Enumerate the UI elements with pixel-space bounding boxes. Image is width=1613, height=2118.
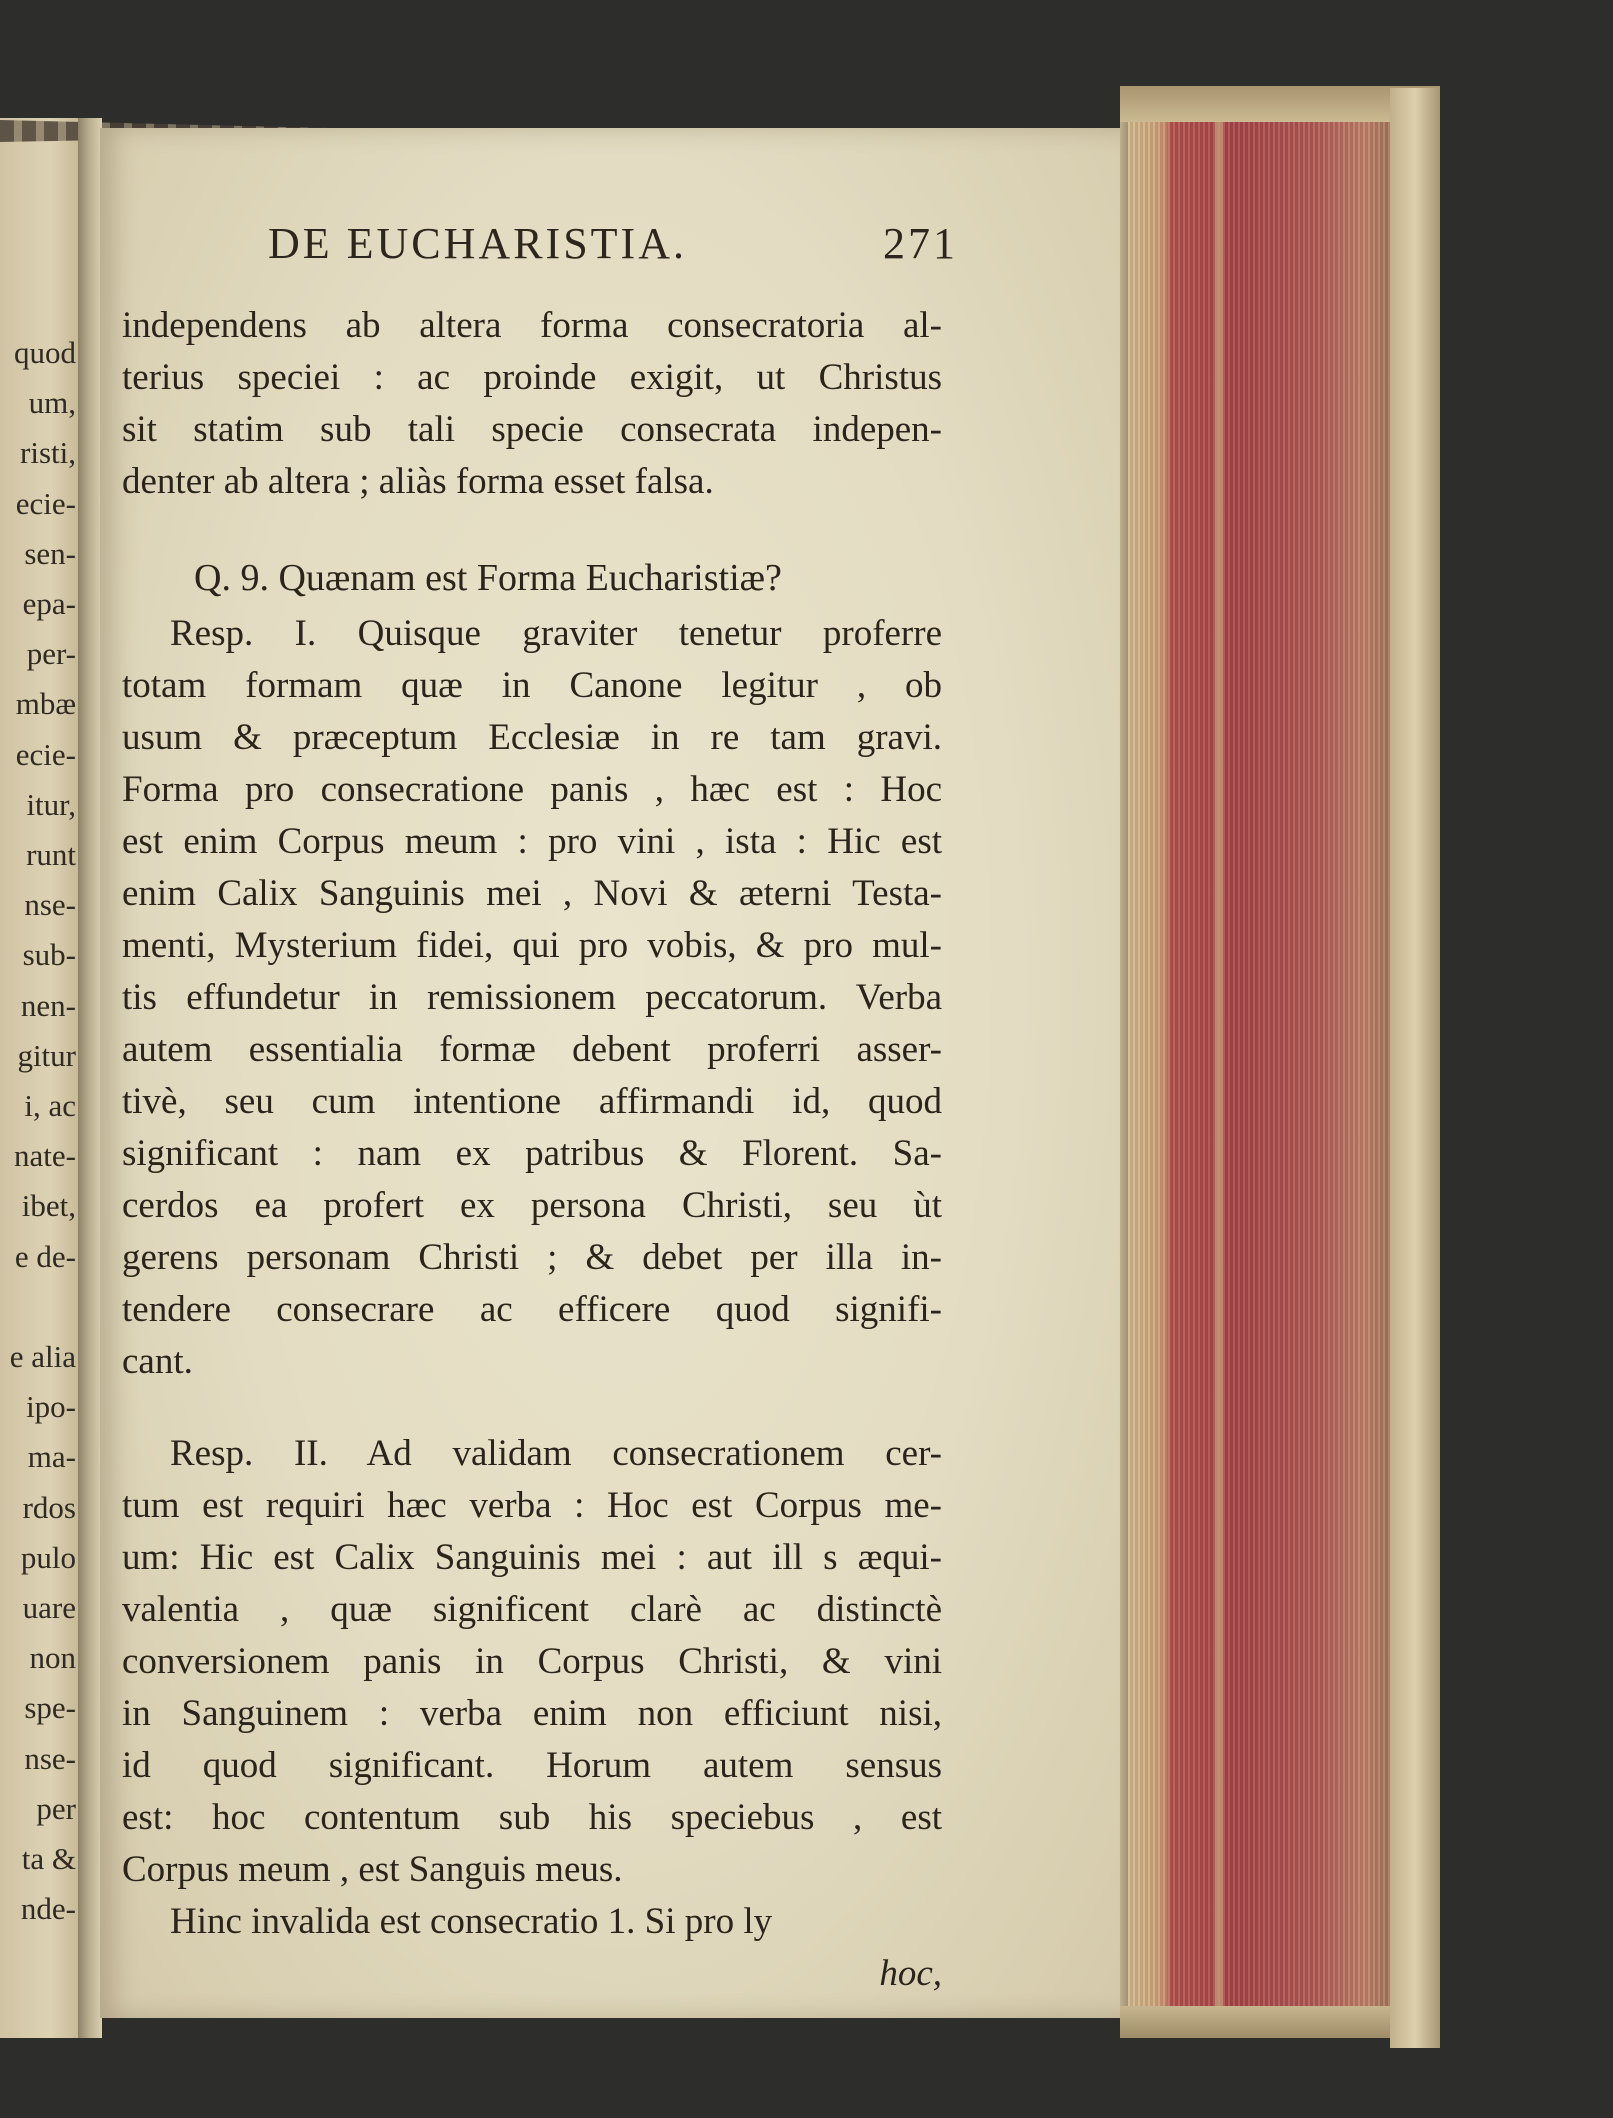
left-page bbox=[0, 118, 84, 2038]
left-page-fragment: per- bbox=[26, 636, 76, 672]
left-page-fragment: um, bbox=[28, 385, 76, 421]
text-line: terius speciei : ac proinde exigit, ut Christus bbox=[122, 357, 942, 398]
left-page-fragment: e de- bbox=[14, 1238, 76, 1274]
red-fore-edge bbox=[1128, 118, 1398, 2010]
text-line: sit statim sub tali specie consecrata indepen- bbox=[122, 409, 942, 450]
left-page-fragment: nde- bbox=[20, 1891, 76, 1927]
left-page-fragment: non bbox=[29, 1640, 76, 1676]
text-line: in Sanguinem : verba enim non efficiunt nisi, bbox=[122, 1693, 942, 1734]
text-line: est: hoc contentum sub his speciebus , est bbox=[122, 1797, 942, 1838]
text-line: totam formam quæ in Canone legitur , ob bbox=[122, 665, 942, 706]
text-line: independens ab altera forma consecratoria al- bbox=[122, 305, 942, 346]
left-page-fragment: nate- bbox=[14, 1138, 76, 1174]
left-page-fragment: nse- bbox=[24, 887, 76, 923]
left-page-fragment bbox=[0, 1282, 76, 1332]
left-page-fragment: ma- bbox=[27, 1439, 76, 1475]
text-line: significant : nam ex patribus & Florent. Sa- bbox=[122, 1133, 942, 1174]
left-page-fragment: i, ac bbox=[24, 1088, 76, 1124]
catchword: hoc, bbox=[879, 1953, 942, 1994]
text-line: um: Hic est Calix Sanguinis mei : aut ill s æqui- bbox=[122, 1537, 942, 1578]
text-line: valentia , quæ significent clarè ac distinctè bbox=[122, 1589, 942, 1630]
text-line: Hinc invalida est consecratio 1. Si pro ly bbox=[170, 1901, 773, 1942]
paragraph-hinc bbox=[122, 1896, 942, 1948]
text-line: tis effundetur in remissionem peccatorum. Verba bbox=[122, 977, 942, 1018]
gutter bbox=[78, 118, 102, 2038]
text-line: Forma pro consecratione panis , hæc est : Hoc bbox=[122, 769, 942, 810]
left-page-fragment: uare bbox=[22, 1590, 76, 1626]
text-line: est enim Corpus meum : pro vini , ista : Hic est bbox=[122, 821, 942, 862]
text-line: Resp. I. Quisque graviter tenetur proferre bbox=[170, 613, 942, 654]
text-line: usum & præceptum Ecclesiæ in re tam gravi. bbox=[122, 717, 942, 758]
left-page-fragment: per bbox=[36, 1790, 76, 1826]
text-line: gerens personam Christi ; & debet per illa in- bbox=[122, 1237, 942, 1278]
question-heading: Q. 9. Quænam est Forma Eucharistiæ? bbox=[194, 557, 782, 599]
left-page-fragment: gitur bbox=[17, 1037, 76, 1073]
left-page-fragment: runt bbox=[26, 837, 76, 873]
left-page-fragment: nen- bbox=[20, 987, 76, 1023]
running-head-title: DE EUCHARISTIA. bbox=[268, 219, 687, 268]
left-page-fragment: e alia bbox=[9, 1339, 76, 1375]
left-page-fragment: rdos bbox=[22, 1489, 76, 1525]
left-page-fragment: ipo- bbox=[26, 1389, 76, 1425]
text-line: tum est requiri hæc verba : Hoc est Corpus me- bbox=[122, 1485, 942, 1526]
paragraph-continuation bbox=[122, 300, 942, 508]
paragraph-resp-1 bbox=[122, 608, 942, 1388]
left-page-fragment: ibet, bbox=[21, 1188, 76, 1224]
left-page-fragment: itur, bbox=[26, 786, 76, 822]
left-page-text bbox=[0, 328, 76, 1935]
left-page-fragment: sen- bbox=[24, 535, 76, 571]
text-line: Corpus meum , est Sanguis meus. bbox=[122, 1849, 623, 1890]
fore-edge-highlight bbox=[1215, 118, 1223, 2010]
text-line: conversionem panis in Corpus Christi, & vini bbox=[122, 1641, 942, 1682]
left-page-fragment: ta & bbox=[21, 1841, 76, 1877]
left-page-fragment: nse- bbox=[24, 1740, 76, 1776]
left-page-fragment: pulo bbox=[20, 1539, 76, 1575]
left-page-fragment: mbæ bbox=[15, 686, 76, 722]
text-line: tivè, seu cum intentione affirmandi id, quod bbox=[122, 1081, 942, 1122]
text-line: Resp. II. Ad validam consecrationem cer- bbox=[170, 1433, 942, 1474]
left-page-fragment: sub- bbox=[22, 937, 76, 973]
book-cover-edge bbox=[1390, 88, 1440, 2048]
text-line: id quod significant. Horum autem sensus bbox=[122, 1745, 942, 1786]
page-number: 271 bbox=[883, 219, 958, 268]
left-page-fragment: quod bbox=[14, 335, 76, 370]
left-page-fragment: spe- bbox=[24, 1690, 76, 1726]
running-head bbox=[268, 218, 958, 278]
text-line: cerdos ea profert ex persona Christi, seu ùt bbox=[122, 1185, 942, 1226]
paragraph-resp-2 bbox=[122, 1428, 942, 1896]
text-line: tendere consecrare ac efficere quod signifi- bbox=[122, 1289, 942, 1330]
left-page-fragment: risti, bbox=[20, 435, 76, 471]
left-page-fragment: epa- bbox=[22, 586, 76, 622]
page-body bbox=[122, 300, 942, 2000]
text-line: cant. bbox=[122, 1341, 193, 1382]
text-line: denter ab altera ; aliàs forma esset falsa. bbox=[122, 461, 714, 502]
left-page-fragment: ecie- bbox=[15, 736, 76, 772]
text-line: autem essentialia formæ debent proferri asser- bbox=[122, 1029, 942, 1070]
text-line: menti, Mysterium fidei, qui pro vobis, & pro mul- bbox=[122, 925, 942, 966]
left-page-fragment: ecie- bbox=[15, 485, 76, 521]
text-line: enim Calix Sanguinis mei , Novi & æterni Testa- bbox=[122, 873, 942, 914]
